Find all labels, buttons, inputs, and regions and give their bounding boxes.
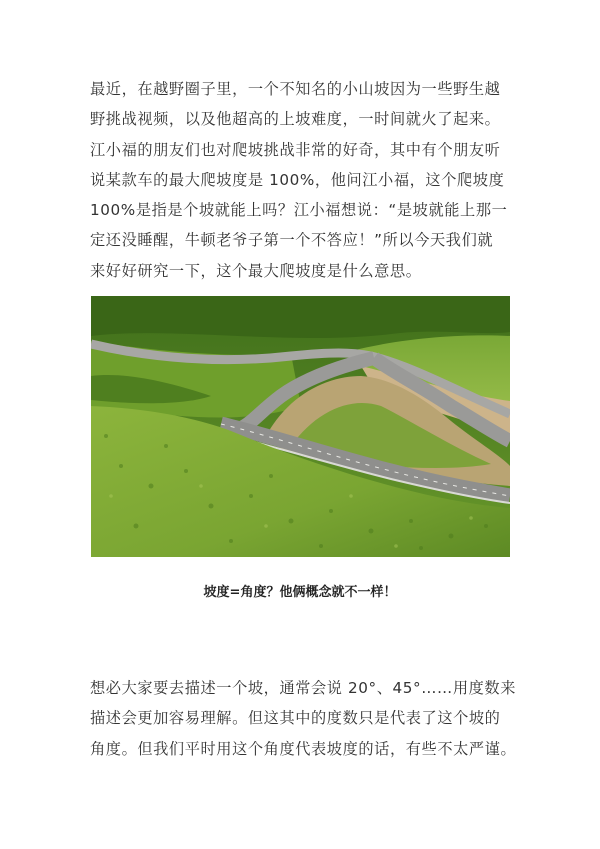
mountain-road-photo — [91, 296, 510, 557]
text-line: 想必大家要去描述一个坡，通常会说 20°、45°……用度数来 — [90, 679, 516, 697]
text-line: 野挑战视频，以及他超高的上坡难度，一时间就火了起来。 — [90, 110, 501, 129]
body-paragraph — [90, 673, 515, 764]
text-line: 最近，在越野圈子里，一个不知名的小山坡因为一些野生越 — [90, 80, 501, 98]
text-line: 说某款车的最大爬坡度是 100%，他问江小福，这个爬坡度 — [90, 170, 505, 189]
text-line: 来好好研究一下，这个最大爬坡度是什么意思。 — [90, 261, 422, 280]
text-line: 描述会更加容易理解。但这其中的度数只是代表了这个坡的 — [90, 709, 501, 728]
text-line: 角度。但我们平时用这个角度代表坡度的话，有些不太严谨。 — [90, 739, 517, 758]
text-line: 100%是指是个坡就能上吗？江小福想说：“是坡就能上那一 — [90, 201, 508, 220]
intro-paragraph — [90, 74, 515, 286]
text-line: 江小福的朋友们也对爬坡挑战非常的好奇，其中有个朋友听 — [90, 140, 501, 159]
image-caption: 坡度=角度？他俩概念就不一样！ — [203, 585, 397, 600]
text-line: 定还没睡醒，牛顿老爷子第一个不答应！”所以今天我们就 — [90, 231, 494, 250]
